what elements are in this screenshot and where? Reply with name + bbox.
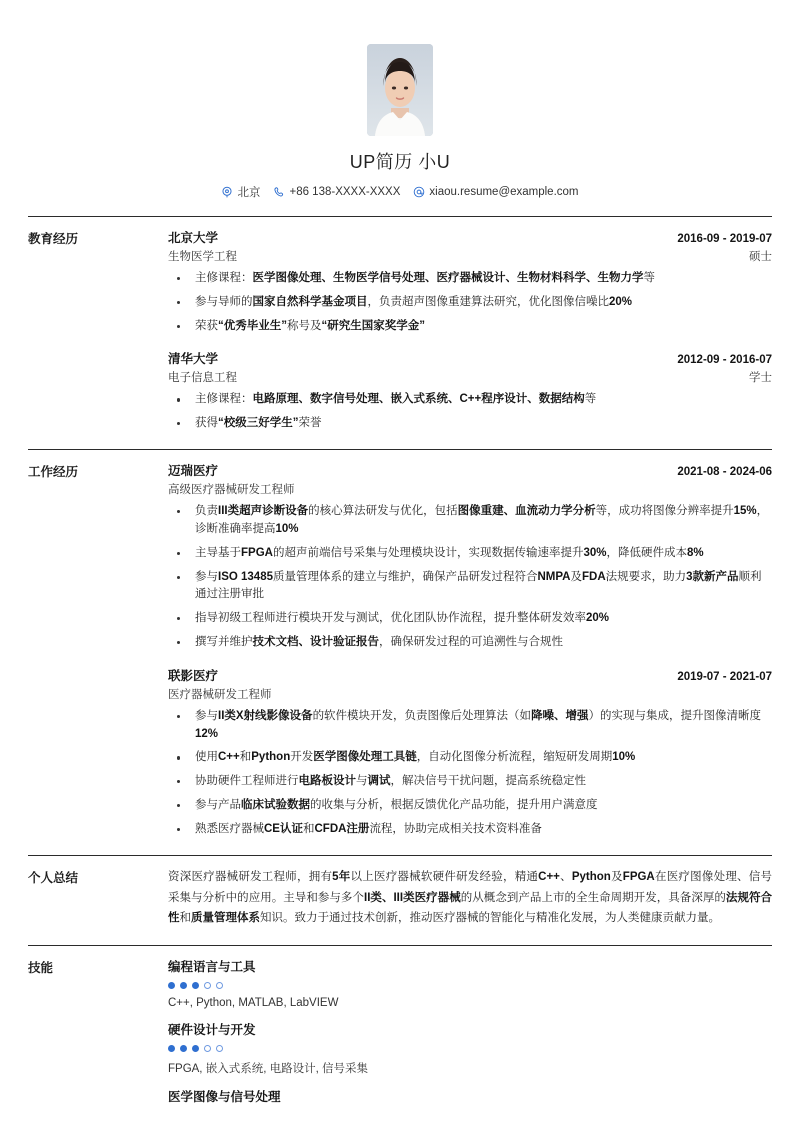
experience-entry [168,349,772,433]
email-icon [413,186,425,198]
section-body [28,228,772,433]
section-label: 技能 [28,961,54,976]
entry-subtitle: 生物医学工程 [168,251,237,263]
bullet-item: 参与产品临床试验数据的收集与分析，根据反馈优化产品功能，提升用户满意度 [168,797,772,815]
rating-dot-empty [204,982,211,989]
entry-subheader [168,686,772,702]
location-pin-icon [221,186,233,198]
contact-email [413,186,578,198]
entry-subtitle: 电子信息工程 [168,372,237,385]
rating-dot-filled [180,982,187,989]
skill-name: 编程语言与工具 [168,960,256,975]
contact-location-text: 北京 [237,187,261,199]
entry-subtitle: 医疗器械研发工程师 [168,688,272,701]
entry-title: 清华大学 [168,352,219,367]
bullet-item: 熟悉医疗器械CE认证和CFDA注册流程，协助完成相关技术资料准备 [168,821,772,839]
rating-dot-filled [180,1045,187,1052]
entry-meta: 硕士 [749,251,772,263]
entry-header [168,461,772,479]
bullet-item: 参与导师的国家自然科学基金项目，负责超声图像重建算法研究，优化图像信噪比20% [168,294,772,312]
entry-subheader [168,369,772,385]
entry-title: 迈瑞医疗 [168,464,219,479]
rating-dot-empty [204,1045,211,1052]
rating-dot-empty [216,1045,223,1052]
avatar [367,44,433,136]
bullet-item: 指导初级工程师进行模块开发与测试，优化团队协作流程，提升整体研发效率20% [168,610,772,628]
section-body [28,461,772,839]
skill-block [168,957,772,1009]
section-content [168,957,772,1112]
resume-section [28,945,772,1112]
bullet-item: 主修课程：电路原理、数字信号处理、嵌入式系统、C++程序设计、数据结构等 [168,391,772,409]
summary-text: 资深医疗器械研发工程师，拥有5年以上医疗器械软硬件研发经验，精通C++、Python及FPGA在医疗图像处理、信号采集与分析中的应用。主导和参与多个II类、III类医疗器械的从概念到产品上市的全生命周期开发，具备深厚的法规符合性和质量管理体系知识。致力于通过技术创新，推动医疗器械的智能化与精准化发展，为人类健康贡献力量。 [168,870,773,925]
resume-header [28,30,772,200]
bullet-item: 参与ISO 13485质量管理体系的建立与维护，确保产品研发过程符合NMPA及FDA法规要求，助力3款新产品顺利通过注册审批 [168,569,772,605]
experience-entry [168,666,772,839]
entry-subtitle: 高级医疗器械研发工程师 [168,484,295,497]
bullet-item: 荣获“优秀毕业生”称号及“研究生国家奖学金” [168,318,772,336]
bullet-item: 主导基于FPGA的超声前端信号采集与处理模块设计，实现数据传输速率提升30%，降低硬件成本8% [168,545,772,563]
section-body [28,957,772,1112]
section-content [168,228,772,433]
phone-icon [273,186,285,198]
bullet-item: 获得“校级三好学生”荣誉 [168,415,772,433]
entry-title: 联影医疗 [168,668,219,683]
skill-rating [168,982,772,989]
contact-line [28,184,772,200]
skill-name: 硬件设计与开发 [168,1023,256,1038]
contact-phone-text: +86 138-XXXX-XXXX [289,186,401,198]
rating-dot-filled [168,1045,175,1052]
experience-entry [168,228,772,335]
entry-header [168,666,772,684]
contact-phone [273,186,400,198]
rating-dot-filled [192,982,199,989]
section-divider [28,216,772,217]
entry-subheader [168,248,772,264]
entry-date: 2019-07 - 2021-07 [677,670,772,683]
resume-section [28,449,772,839]
bullet-item: 参与II类X射线影像设备的软件模块开发，负责图像后处理算法（如降噪、增强）的实现与集成，提升图像清晰度12% [168,708,772,744]
bullet-item: 撰写并维护技术文档、设计验证报告，确保研发过程的可追溯性与合规性 [168,634,772,652]
rating-dot-empty [216,982,223,989]
bullet-list [168,708,772,839]
section-divider [28,945,772,946]
bullet-item: 负责III类超声诊断设备的核心算法研发与优化，包括图像重建、血流动力学分析等，成功将图像分辨率提升15%，诊断准确率提高10% [168,503,772,539]
section-body [28,867,772,930]
bullet-item: 使用C++和Python开发医学图像处理工具链，自动化图像分析流程，缩短研发周期10% [168,749,772,767]
contact-location [221,184,260,200]
bullet-list [168,503,772,652]
section-divider [28,855,772,856]
skill-rating [168,1045,772,1052]
rating-dot-filled [168,982,175,989]
entry-date: 2016-09 - 2019-07 [677,233,772,245]
entry-subheader [168,481,772,497]
entry-date: 2021-08 - 2024-06 [677,466,772,479]
resume-section [28,216,772,433]
section-content [168,461,772,839]
bullet-list [168,270,772,335]
skill-name: 医学图像与信号处理 [168,1090,281,1105]
resume-sections [28,216,772,1112]
bullet-item: 协助硬件工程师进行电路板设计与调试，解决信号干扰问题，提高系统稳定性 [168,773,772,791]
contact-email-text: xiaou.resume@example.com [429,186,579,198]
entry-meta: 学士 [749,372,772,385]
experience-entry [168,461,772,652]
skill-items: FPGA, 嵌入式系统, 电路设计, 信号采集 [168,1063,368,1076]
page-title: UP简历 小U [349,152,451,172]
section-content [168,867,772,930]
entry-header [168,228,772,246]
bullet-item: 主修课程：医学图像处理、生物医学信号处理、医疗器械设计、生物材料科学、生物力学等 [168,270,772,288]
section-label: 个人总结 [28,870,79,885]
rating-dot-filled [192,1045,199,1052]
entry-date: 2012-09 - 2016-07 [677,354,772,367]
section-label: 工作经历 [28,465,79,480]
skill-block [168,1020,772,1076]
section-label: 教育经历 [28,232,79,246]
entry-header [168,349,772,367]
bullet-list [168,391,772,433]
resume-section [28,855,772,930]
entry-title: 北京大学 [168,231,219,245]
skill-block [168,1087,772,1105]
section-divider [28,449,772,450]
skill-items: C++, Python, MATLAB, LabVIEW [168,997,339,1010]
